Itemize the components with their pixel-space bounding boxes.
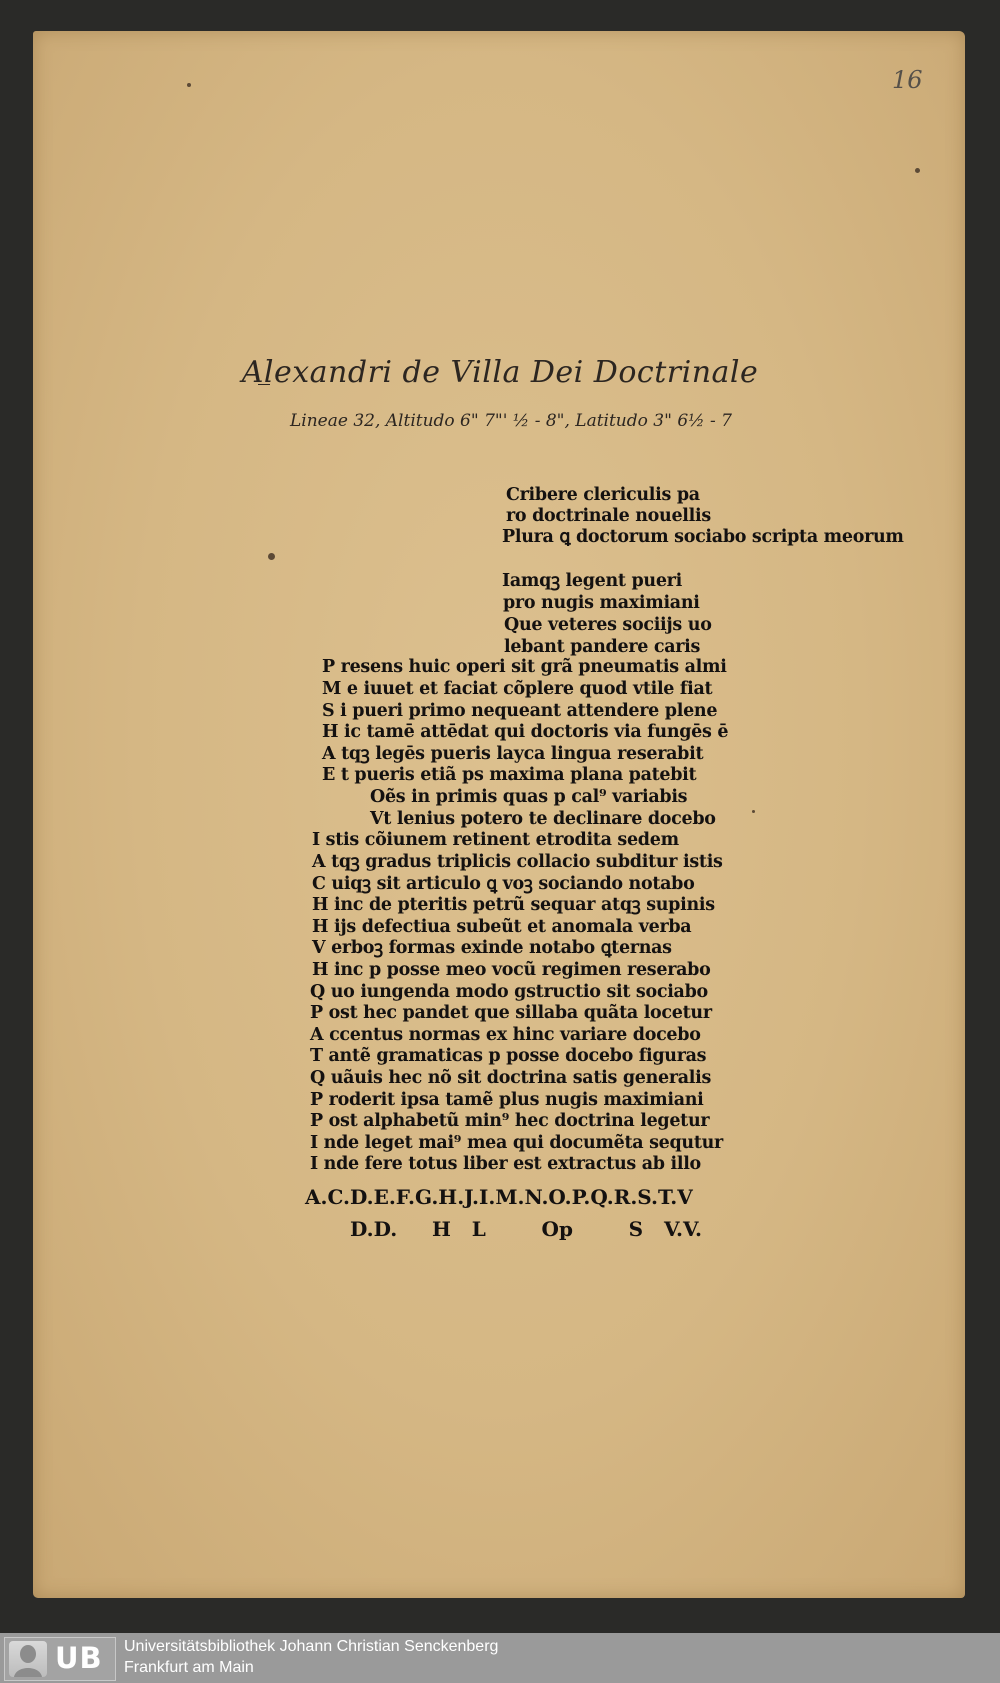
verse-line: P resens huic operi sit grã pneumatis almi <box>322 657 727 677</box>
verse-line: Q uo iungenda modo gstructio sit sociabo <box>310 982 708 1002</box>
verse-line: lebant pandere caris <box>504 637 701 657</box>
verse-line: pro nugis maximiani <box>503 593 700 613</box>
verse-line: Que veteres sociijs uo <box>504 615 712 635</box>
verse-line: V erboꝫ formas exinde notabo ꝗternas <box>312 938 672 958</box>
verse-line: Q uãuis hec nõ sit doctrina satis generalis <box>310 1068 712 1088</box>
verse-line: P ost hec pandet que sillaba quãta locetur <box>310 1003 712 1023</box>
institution-name: Universitätsbibliothek Johann Christian Senckenberg <box>124 1638 499 1655</box>
portrait-icon <box>9 1641 47 1677</box>
verse-line: P roderit ipsa tamẽ plus nugis maximiani <box>310 1090 704 1110</box>
institution-city: Frankfurt am Main <box>124 1659 254 1676</box>
library-logo[interactable] <box>4 1637 116 1681</box>
verse-line: M e iuuet et faciat cõplere quod vtile fiat <box>322 679 713 699</box>
verse-line: H inc p posse meo vocũ regimen reserabo <box>312 960 711 980</box>
verse-line: ro doctrinale nouellis <box>506 506 711 526</box>
verse-line: P ost alphabetũ min⁹ hec doctrina legetur <box>310 1111 710 1131</box>
verse-line: Iamqꝫ legent pueri <box>502 571 682 591</box>
verse-line: H ijs defectiua subeũt et anomala verba <box>312 917 692 937</box>
verse-line: S i pueri primo nequeant attendere plene <box>322 701 718 721</box>
verse-line: H inc de pteritis petrũ sequar atqꝫ supinis <box>312 895 715 915</box>
foxing-spot <box>915 168 920 173</box>
verse-line: Cribere clericulis pa <box>506 485 700 505</box>
dimensions-note: Lineae 32, Altitudo 6" 7"' ½ - 8", Latitudo 3" 6½ - 7 <box>290 411 732 431</box>
verse-line: A ccentus normas ex hinc variare docebo <box>310 1025 701 1045</box>
alphabet-variants: D.D. H L Op S V.V. <box>350 1217 702 1241</box>
page-title: Alexandri de Villa Dei Doctrinale <box>241 355 759 390</box>
foxing-spot <box>752 810 755 813</box>
verse-line: Plura ꝗ doctorum sociabo scripta meorum <box>502 527 904 547</box>
logo-text: UB <box>55 1641 103 1675</box>
folio-number: 16 <box>892 66 923 94</box>
verse-line: Oẽs in primis quas p cal⁹ variabis <box>370 787 688 807</box>
verse-line: E t pueris etiã ps maxima plana patebit <box>322 765 697 785</box>
verse-line: H ic tamē attēdat qui doctoris via fungēs ē <box>322 722 729 742</box>
verse-line: Vt lenius potero te declinare docebo <box>370 809 716 829</box>
verse-line: T antẽ gramaticas p posse docebo figuras <box>310 1046 707 1066</box>
verse-line: I nde fere totus liber est extractus ab illo <box>310 1154 701 1174</box>
verse-line: I stis cõiunem retinent etrodita sedem <box>312 830 679 850</box>
verse-line: I nde leget mai⁹ mea qui documẽta sequtur <box>310 1133 723 1153</box>
verse-line: A tqꝫ legēs pueris layca lingua reserabit <box>322 744 704 764</box>
foxing-spot <box>187 83 191 87</box>
alphabet-upper: A.C.D.E.F.G.H.J.I.M.N.O.P.Q.R.S.T.V <box>305 1185 693 1209</box>
portrait-icon-svg <box>9 1641 47 1677</box>
foxing-spot <box>268 553 275 560</box>
verse-line: C uiqꝫ sit articulo ꝗ voꝫ sociando notabo <box>312 874 695 894</box>
footer-bar <box>0 1633 1000 1683</box>
verse-line: A tqꝫ gradus triplicis collacio subditur istis <box>312 852 723 872</box>
